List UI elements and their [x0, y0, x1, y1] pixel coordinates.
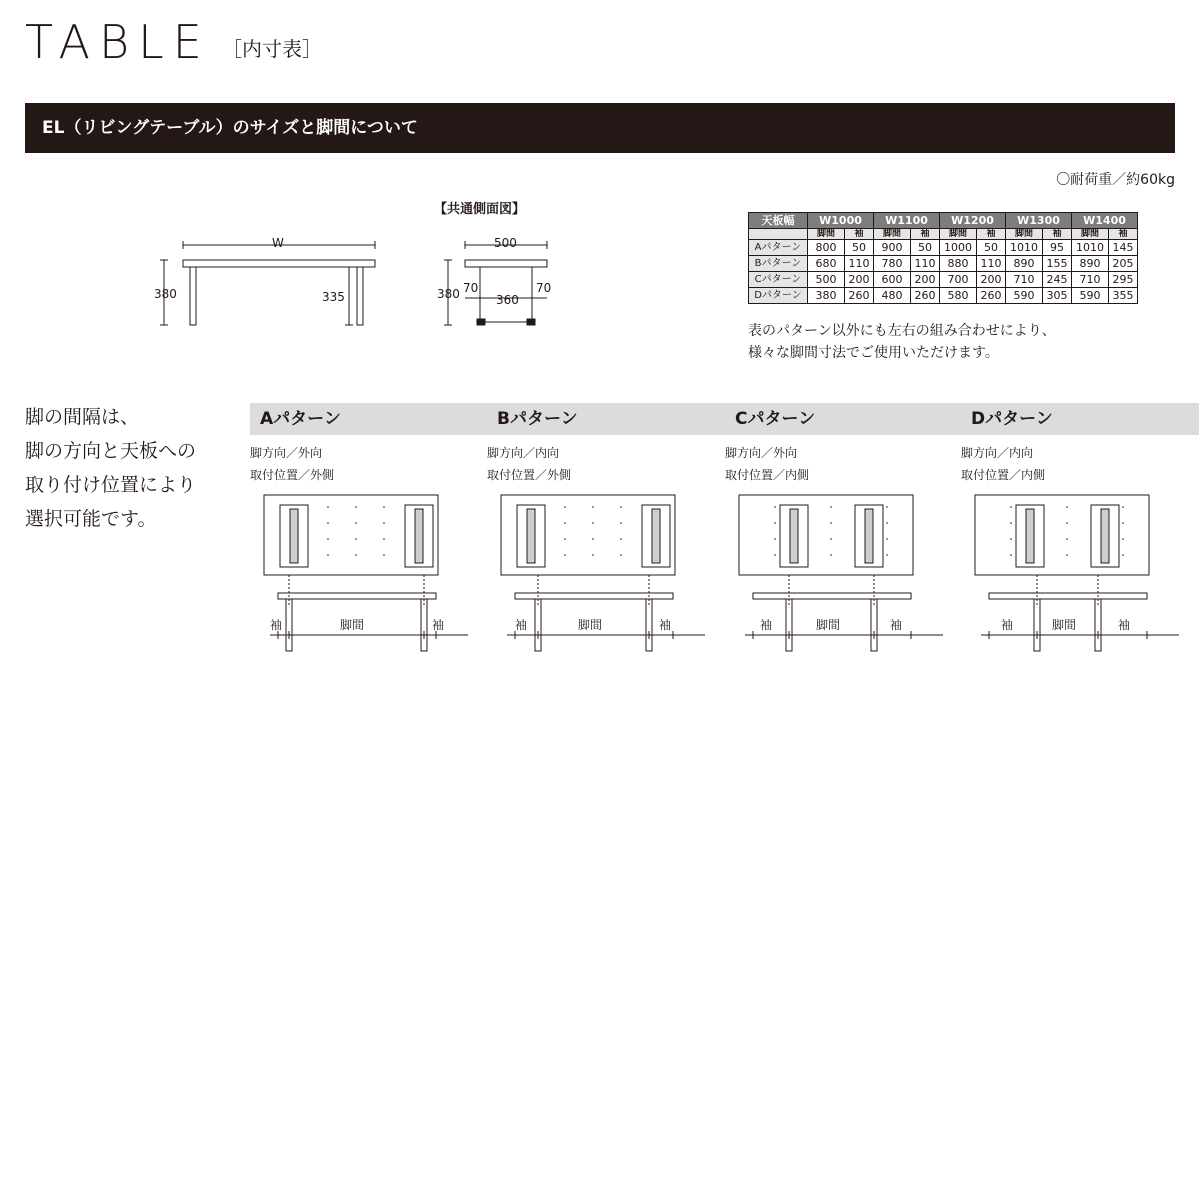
hole-dot	[592, 522, 594, 524]
hole-dot	[830, 554, 832, 556]
sub-header-leg-gap: 脚間	[1006, 229, 1043, 240]
table-cell: 600	[874, 272, 911, 288]
section-banner: EL（リビングテーブル）のサイズと脚間について	[25, 103, 1175, 153]
table-cell: 95	[1043, 240, 1072, 256]
dim-end-height: 380	[437, 287, 460, 301]
row-header: Dパターン	[749, 288, 808, 304]
hole-dot	[620, 554, 622, 556]
sub-header-sleeve: 袖	[911, 229, 940, 240]
sub-header-sleeve: 袖	[1043, 229, 1072, 240]
leg-slot	[415, 509, 423, 563]
leg	[646, 599, 652, 651]
table-row	[749, 256, 1138, 272]
diagram-group	[501, 495, 705, 651]
leg-slot	[527, 509, 535, 563]
hole-dot	[620, 522, 622, 524]
pattern-d-panel	[961, 403, 1199, 643]
dim-inner-height: 335	[322, 290, 345, 304]
hole-dot	[886, 554, 888, 556]
pattern-direction: 脚方向／外向	[250, 446, 323, 460]
pattern-title: Cパターン	[725, 403, 963, 435]
hole-dot	[1122, 506, 1124, 508]
table-cell: 205	[1109, 256, 1138, 272]
sub-header-leg-gap: 脚間	[874, 229, 911, 240]
table-cell: 480	[874, 288, 911, 304]
sleeve-label-left: 袖	[1001, 618, 1014, 632]
table-cell: 110	[977, 256, 1006, 272]
dim-width: W	[272, 236, 284, 250]
table-cell: 355	[1109, 288, 1138, 304]
dim-end-left: 70	[463, 281, 479, 295]
pattern-position: 取付位置／外側	[250, 468, 335, 482]
width-header: W1000	[808, 213, 874, 229]
hole-dot	[383, 538, 385, 540]
pattern-diagram	[250, 489, 488, 653]
hole-dot	[774, 554, 776, 556]
hole-dot	[383, 506, 385, 508]
table-cell: 700	[940, 272, 977, 288]
hole-dot	[564, 538, 566, 540]
leg	[421, 599, 427, 651]
hole-dot	[774, 522, 776, 524]
hole-dot	[564, 522, 566, 524]
hole-dot	[620, 538, 622, 540]
leg-gap-label: 脚間	[1052, 618, 1077, 632]
hole-dot	[886, 522, 888, 524]
sleeve-label-right: 袖	[890, 618, 903, 632]
row-header: Cパターン	[749, 272, 808, 288]
table-cell: 145	[1109, 240, 1138, 256]
hole-dot	[1010, 506, 1012, 508]
leg	[1095, 599, 1101, 651]
table-note-line: 様々な脚間寸法でご使用いただけます。	[748, 345, 999, 361]
pattern-direction: 脚方向／外向	[725, 446, 798, 460]
leg-gap-label: 脚間	[340, 618, 365, 632]
leg	[286, 599, 292, 651]
table-cell: 110	[845, 256, 874, 272]
board-side-view	[989, 593, 1147, 599]
hole-dot	[1066, 538, 1068, 540]
intro-text	[25, 400, 196, 536]
table-sub-header-blank	[749, 229, 808, 240]
hole-dot	[564, 554, 566, 556]
sub-header-leg-gap: 脚間	[940, 229, 977, 240]
table-cell: 1010	[1072, 240, 1109, 256]
hole-dot	[383, 522, 385, 524]
hole-dot	[355, 506, 357, 508]
table-cell: 500	[808, 272, 845, 288]
size-spec-table	[748, 212, 1138, 304]
table-cell: 295	[1109, 272, 1138, 288]
pattern-position: 取付位置／内側	[961, 468, 1046, 482]
table-cell: 1000	[940, 240, 977, 256]
leg-gap-label: 脚間	[816, 618, 841, 632]
leg-slot	[1101, 509, 1109, 563]
hole-dot	[564, 506, 566, 508]
table-cell: 200	[977, 272, 1006, 288]
table-cell: 245	[1043, 272, 1072, 288]
load-capacity-note: 〇耐荷重／約60kg	[1056, 172, 1175, 188]
hole-dot	[327, 554, 329, 556]
sleeve-label-left: 袖	[270, 618, 283, 632]
width-header: W1100	[874, 213, 940, 229]
table-cell: 380	[808, 288, 845, 304]
table-cell: 880	[940, 256, 977, 272]
pattern-a-panel	[250, 403, 488, 643]
hole-dot	[327, 506, 329, 508]
leg	[535, 599, 541, 651]
table-row	[749, 288, 1138, 304]
table-cell: 260	[977, 288, 1006, 304]
intro-line: 選択可能です。	[25, 508, 157, 530]
pattern-direction: 脚方向／内向	[961, 446, 1034, 460]
hole-dot	[1122, 538, 1124, 540]
sleeve-label-left: 袖	[515, 618, 528, 632]
leg-gap-label: 脚間	[578, 618, 603, 632]
leg-slot	[790, 509, 798, 563]
table-cell: 50	[911, 240, 940, 256]
hole-dot	[1122, 522, 1124, 524]
hole-dot	[592, 554, 594, 556]
hole-dot	[592, 506, 594, 508]
sub-header-sleeve: 袖	[1109, 229, 1138, 240]
table-cell: 710	[1006, 272, 1043, 288]
hole-dot	[327, 522, 329, 524]
table-cell: 890	[1006, 256, 1043, 272]
hole-dot	[1066, 506, 1068, 508]
hole-dot	[355, 522, 357, 524]
dim-depth: 500	[494, 236, 517, 250]
table-cell: 260	[911, 288, 940, 304]
table-cell: 680	[808, 256, 845, 272]
pattern-b-panel	[487, 403, 725, 643]
hole-dot	[355, 538, 357, 540]
leg-slot	[652, 509, 660, 563]
width-header: W1200	[940, 213, 1006, 229]
page-subtitle: ［内寸表］	[222, 37, 322, 61]
pattern-title: Bパターン	[487, 403, 725, 435]
dim-end-inner: 360	[496, 293, 519, 307]
table-cell: 710	[1072, 272, 1109, 288]
table-cell: 900	[874, 240, 911, 256]
side-view-label: 【共通側面図】	[434, 202, 526, 217]
hole-dot	[830, 506, 832, 508]
table-cell: 590	[1072, 288, 1109, 304]
hole-dot	[1010, 522, 1012, 524]
leg-slot	[865, 509, 873, 563]
pattern-position: 取付位置／外側	[487, 468, 572, 482]
width-header: W1400	[1072, 213, 1138, 229]
page-title: TABLE	[25, 15, 211, 69]
hole-dot	[620, 506, 622, 508]
table-cell: 305	[1043, 288, 1072, 304]
pattern-diagram	[961, 489, 1199, 653]
table-cell: 780	[874, 256, 911, 272]
leg-slot	[1026, 509, 1034, 563]
hole-dot	[886, 538, 888, 540]
hole-dot	[1010, 538, 1012, 540]
table-cell: 800	[808, 240, 845, 256]
board-side-view	[278, 593, 436, 599]
table-cell: 590	[1006, 288, 1043, 304]
table-cell: 1010	[1006, 240, 1043, 256]
leg-slot	[290, 509, 298, 563]
intro-line: 取り付け位置により	[25, 474, 197, 496]
pattern-title: Dパターン	[961, 403, 1199, 435]
sub-header-leg-gap: 脚間	[1072, 229, 1109, 240]
hole-dot	[1066, 522, 1068, 524]
dim-end-right: 70	[536, 281, 552, 295]
intro-line: 脚の間隔は、	[25, 406, 140, 428]
sleeve-label-right: 袖	[432, 618, 445, 632]
table-cell: 50	[845, 240, 874, 256]
hole-dot	[1122, 554, 1124, 556]
table-cell: 50	[977, 240, 1006, 256]
sleeve-label-left: 袖	[760, 618, 773, 632]
hole-dot	[774, 506, 776, 508]
table-row	[749, 272, 1138, 288]
table-cell: 155	[1043, 256, 1072, 272]
hole-dot	[886, 506, 888, 508]
hole-dot	[830, 522, 832, 524]
hole-dot	[1066, 554, 1068, 556]
hole-dot	[327, 538, 329, 540]
table-cell: 200	[845, 272, 874, 288]
pattern-direction: 脚方向／内向	[487, 446, 560, 460]
hole-dot	[383, 554, 385, 556]
hole-dot	[1010, 554, 1012, 556]
leg	[786, 599, 792, 651]
pattern-c-panel	[725, 403, 963, 643]
leg	[871, 599, 877, 651]
table-corner-header: 天板幅	[749, 213, 808, 229]
sub-header-leg-gap: 脚間	[808, 229, 845, 240]
table-row	[749, 240, 1138, 256]
sleeve-label-right: 袖	[659, 618, 672, 632]
sleeve-label-right: 袖	[1118, 618, 1131, 632]
table-cell: 200	[911, 272, 940, 288]
table-note-line: 表のパターン以外にも左右の組み合わせにより、	[748, 323, 1056, 339]
hole-dot	[774, 538, 776, 540]
hole-dot	[355, 554, 357, 556]
row-header: Bパターン	[749, 256, 808, 272]
sub-header-sleeve: 袖	[845, 229, 874, 240]
row-header: Aパターン	[749, 240, 808, 256]
table-cell: 260	[845, 288, 874, 304]
hole-dot	[592, 538, 594, 540]
table-note	[748, 320, 1056, 364]
sub-header-sleeve: 袖	[977, 229, 1006, 240]
table-cell: 110	[911, 256, 940, 272]
table-cell: 580	[940, 288, 977, 304]
dim-height: 380	[154, 287, 177, 301]
leg	[1034, 599, 1040, 651]
hole-dot	[830, 538, 832, 540]
board-side-view	[753, 593, 911, 599]
table-cell: 890	[1072, 256, 1109, 272]
intro-line: 脚の方向と天板への	[25, 440, 197, 462]
pattern-position: 取付位置／内側	[725, 468, 810, 482]
width-header: W1300	[1006, 213, 1072, 229]
pattern-title: Aパターン	[250, 403, 488, 435]
